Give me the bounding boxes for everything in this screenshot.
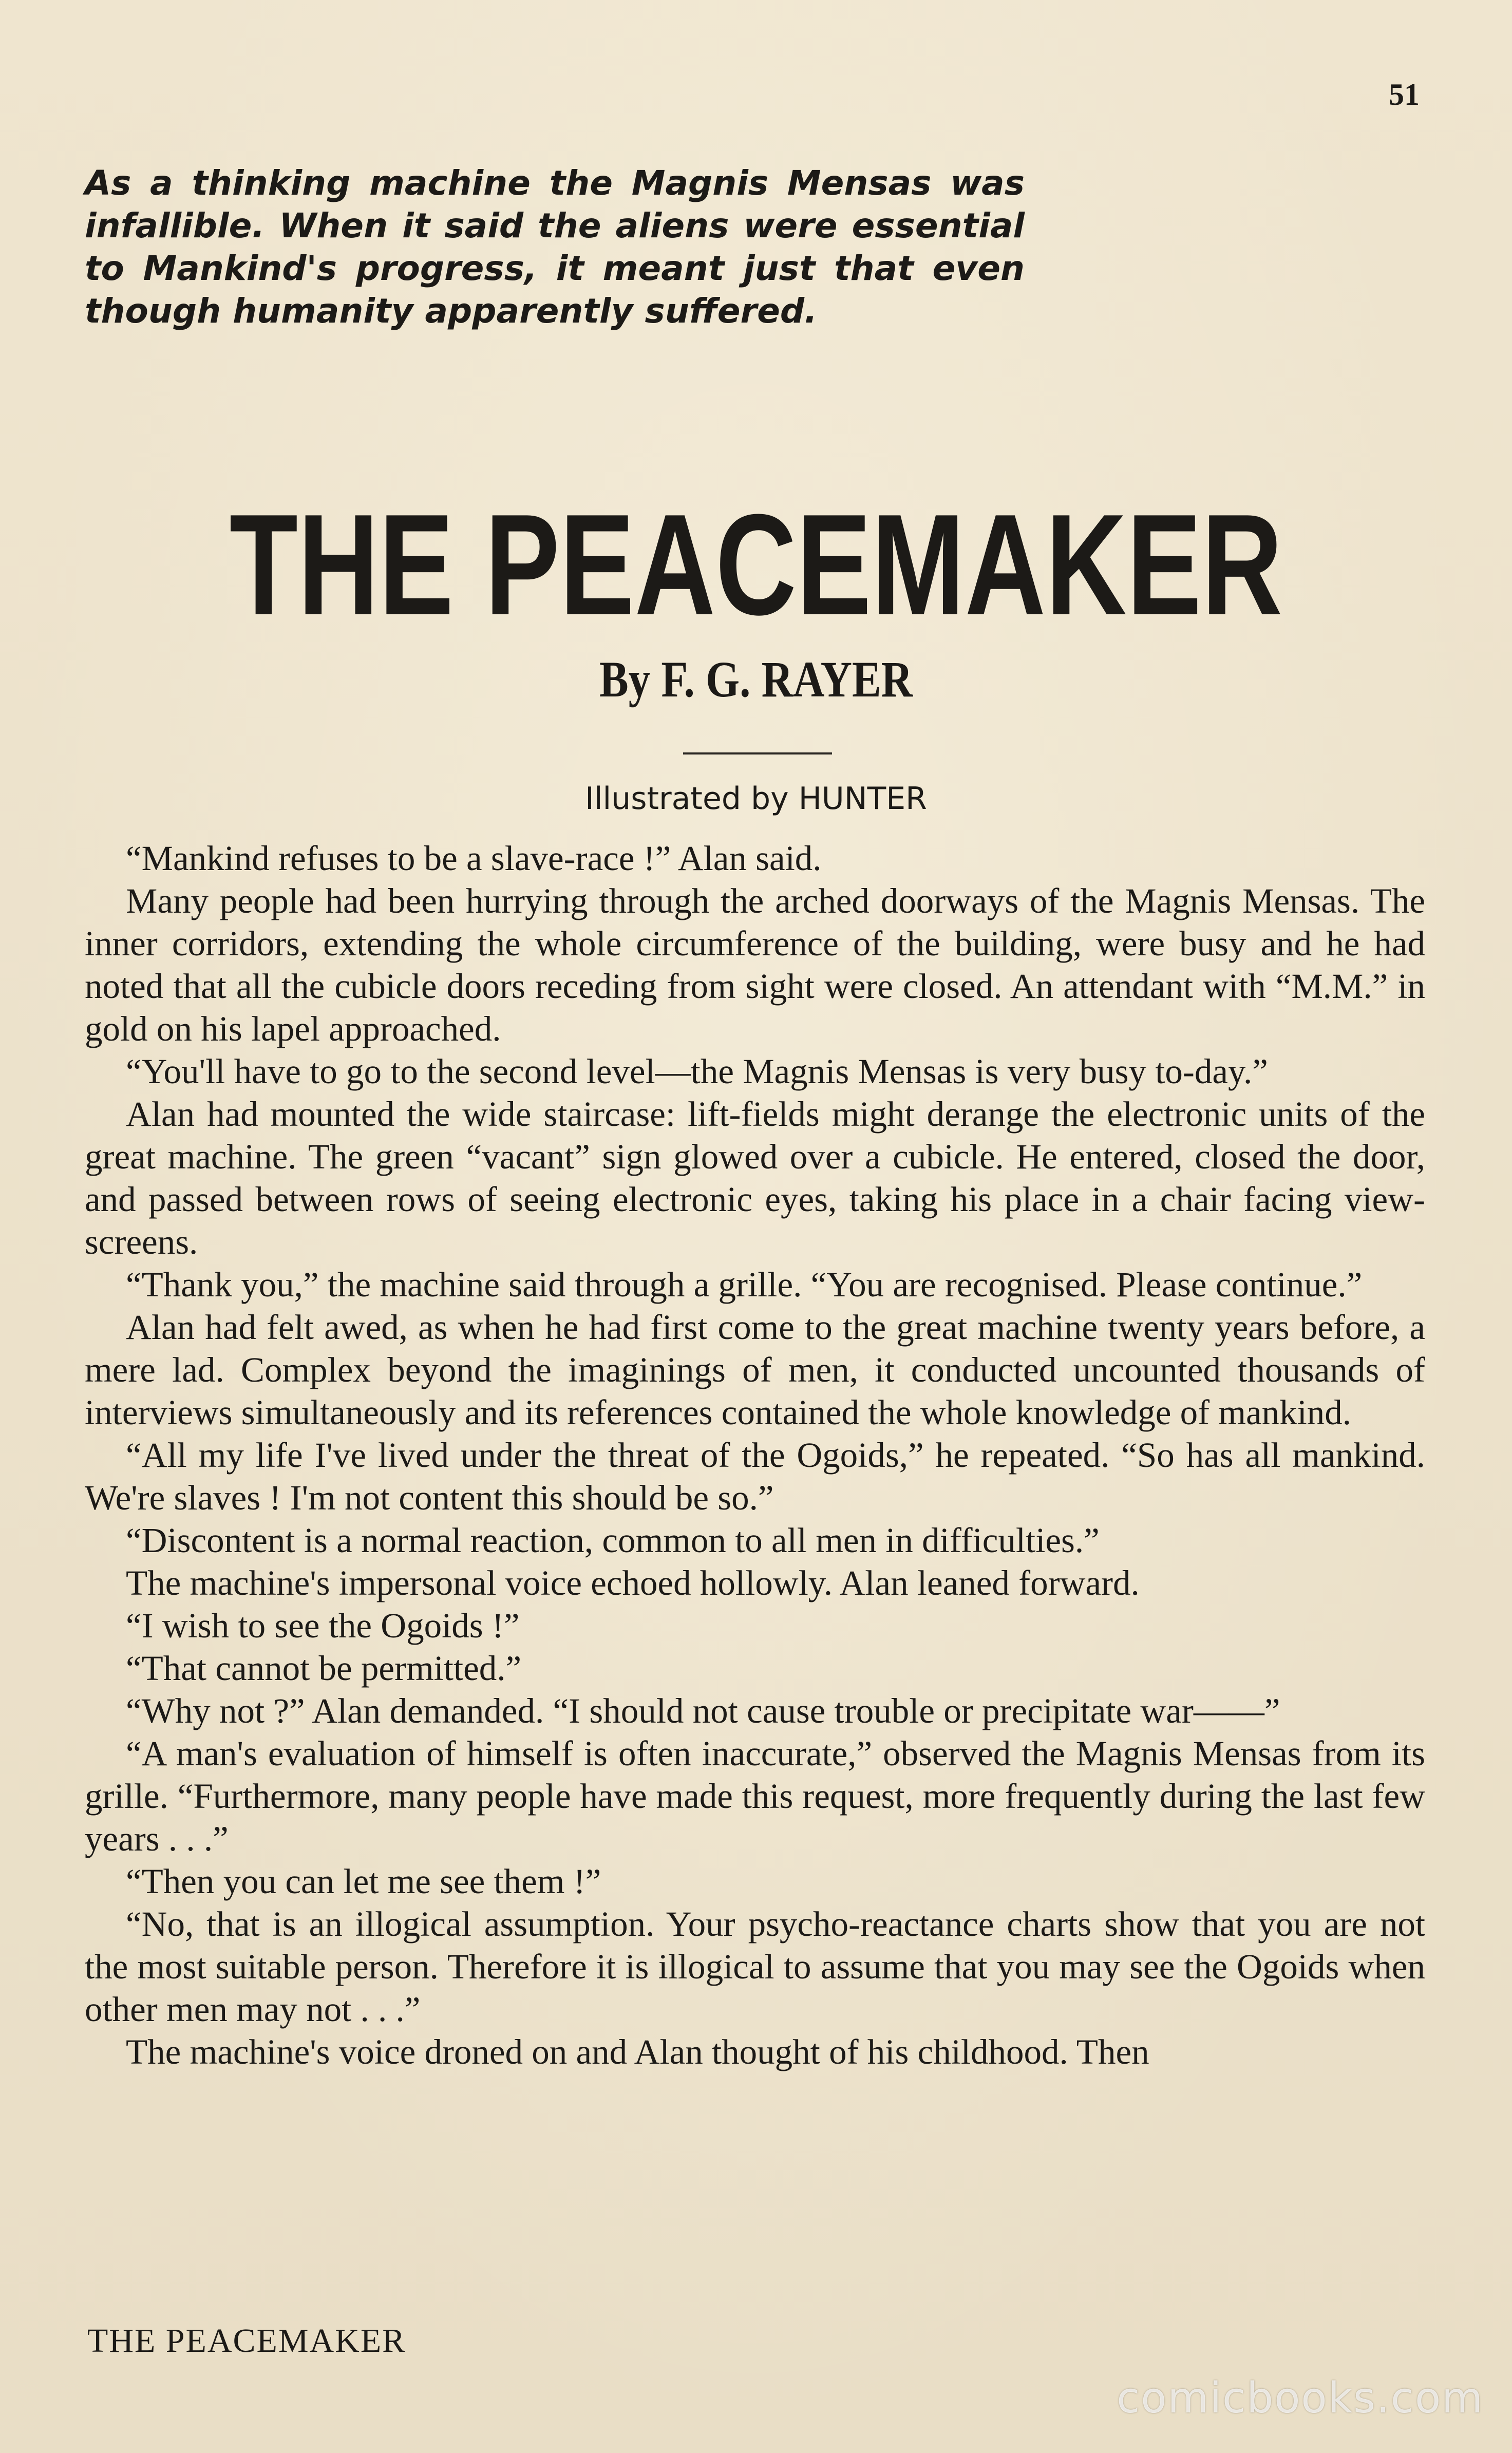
paragraph: “A man's evaluation of himself is often inaccurate,” observed the Magnis Mensas from its grille. “Furthermore, many people have made this request, more frequently during the last few years . . .” — [85, 1734, 1425, 1858]
paragraph: The machine's impersonal voice echoed hollowly. Alan leaned forward. — [126, 1563, 1140, 1602]
paragraph: The machine's voice droned on and Alan thought of his childhood. Then — [126, 2032, 1149, 2071]
running-footer: THE PEACEMAKER — [87, 2322, 406, 2360]
title-divider — [683, 752, 832, 754]
site-watermark: comicbooks.com — [1117, 2374, 1484, 2423]
blurb-text: As a thinking machine the Magnis Mensas was infallible. When it said the aliens were essential to Mankind's progress, it meant just that even though humanity apparently suffered. — [85, 163, 1025, 331]
paragraph: “Thank you,” the machine said through a grille. “You are recognised. Please continue.” — [126, 1265, 1363, 1304]
story-blurb — [85, 162, 1025, 332]
paragraph: “Why not ?” Alan demanded. “I should not cause trouble or precipitate war——” — [126, 1691, 1280, 1730]
story-title: THE PEACEMAKER — [229, 485, 1283, 645]
paragraph: “I wish to see the Ogoids !” — [126, 1606, 520, 1645]
paragraph: “No, that is an illogical assumption. Your psycho-reactance charts show that you are not the most suitable person. Therefore it is illogical to assume that you may see the Ogoids when other men may not . . .” — [85, 1904, 1425, 2029]
paragraph: “Then you can let me see them !” — [126, 1862, 601, 1901]
paragraph: “Discontent is a normal reaction, common to all men in difficulties.” — [126, 1521, 1100, 1560]
paragraph: “Mankind refuses to be a slave-race !” Alan said. — [126, 839, 822, 878]
paragraph: Alan had felt awed, as when he had first come to the great machine twenty years before, a mere lad. Complex beyond the imaginings of men, it conducted uncounted thousands of interviews simultaneously and its references contained the whole knowledge of mankind. — [85, 1308, 1425, 1432]
paragraph: “That cannot be permitted.” — [126, 1649, 522, 1688]
page-number: 51 — [1389, 78, 1420, 111]
paragraph: “You'll have to go to the second level—the Magnis Mensas is very busy to-day.” — [126, 1052, 1268, 1091]
paragraph: Many people had been hurrying through the arched doorways of the Magnis Mensas. The inner corridors, extending the whole circumference of the building, were busy and he had noted that all the cubicle doors receding from sight were closed. An attendant with “M.M.” in gold on his lapel approached. — [85, 881, 1425, 1048]
story-body — [85, 837, 1425, 2073]
author-byline: By F. G. RAYER — [599, 651, 913, 708]
paragraph: Alan had mounted the wide staircase: lift-fields might derange the electronic units of the great machine. The green “vacant” sign glowed over a cubicle. He entered, closed the door, and passed between rows of seeing electronic eyes, taking his place in a chair facing view-screens. — [85, 1095, 1425, 1261]
illustrator-credit: Illustrated by HUNTER — [585, 781, 927, 817]
paragraph: “All my life I've lived under the threat of the Ogoids,” he repeated. “So has all mankind. We're slaves ! I'm not content this should be so.” — [85, 1436, 1425, 1517]
